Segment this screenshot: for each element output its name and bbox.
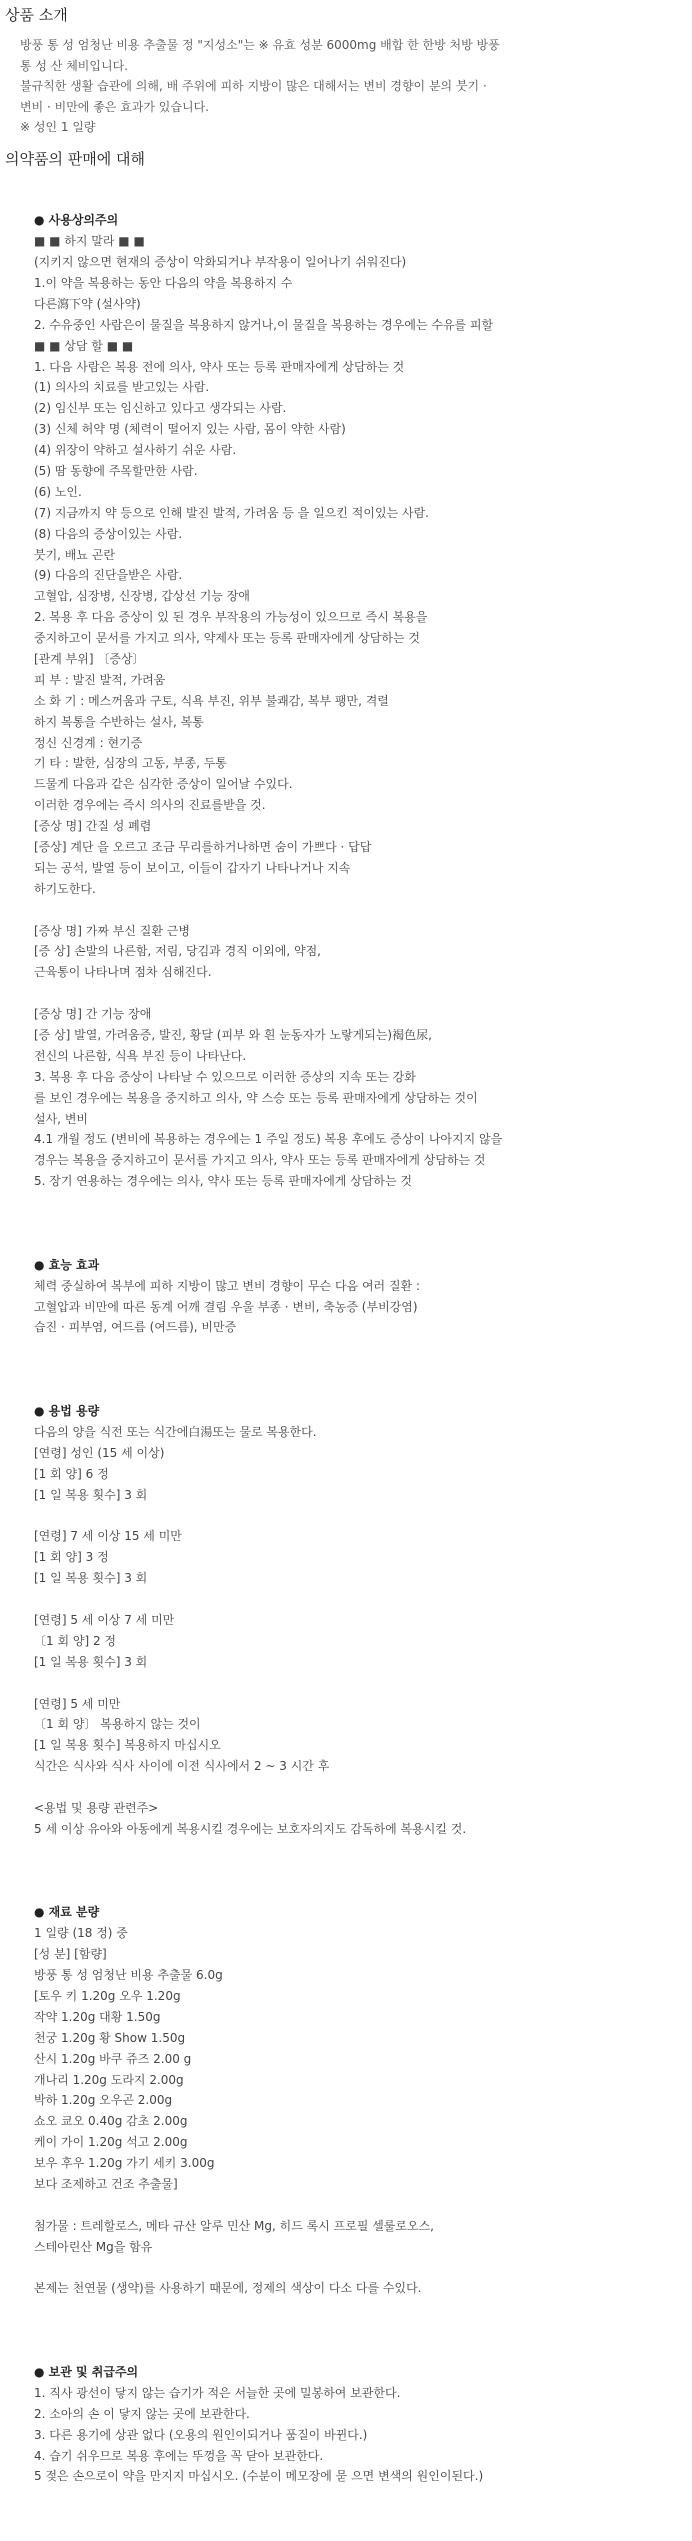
text-line: 기 타 : 발한, 심장의 고동, 부종, 두통 [34,756,227,771]
section-heading: ● 용법 용량 [34,1404,100,1419]
text-line: [증상 명] 간 기능 장애 [34,1007,152,1022]
text-line: 3. 다른 용기에 상관 없다 (오용의 원인이되거나 품질이 바뀐다.) [34,2427,368,2442]
product-intro-text [0,25,692,138]
text-line: 케이 가이 1.20g 석고 2.00g [34,2135,188,2150]
text-line: (6) 노인. [34,484,82,499]
text-line: (4) 위장이 약하고 설사하기 쉬운 사람. [34,443,237,458]
text-line: 작약 1.20g 대황 1.50g [34,2009,161,2024]
blank-line [34,2341,692,2362]
text-line: [연령] 7 세 이상 15 세 미만 [34,1529,182,1544]
text-line: (2) 임신부 또는 임신하고 있다고 생각되는 사람. [34,401,287,416]
text-line: ■ ■ 하지 말라 ■ ■ [34,234,145,249]
text-line: 개나리 1.20g 도라지 2.00g [34,2072,184,2087]
text-line: 이러한 경우에는 즉시 의사의 진료를받을 것. [34,798,266,813]
text-line: 2. 복용 후 다음 증상이 있 된 경우 부작용의 가능성이 있으므로 즉시 복용을 [34,610,428,625]
text-line: [1 회 양] 6 정 [34,1466,109,1481]
text-line: 습진 · 피부염, 여드름 (여드름), 비만증 [34,1320,237,1335]
text-line: 다음의 양을 식전 또는 식간에白湯또는 물로 복용한다. [34,1424,317,1439]
blank-line [34,2320,692,2341]
text-line: [성 분] [함량] [34,1947,107,1962]
section-heading: ● 재료 분량 [34,1905,100,1920]
text-line: (9) 다음의 진단을받은 사람. [34,568,183,583]
blank-line [34,1213,692,1234]
text-line: [연령] 5 세 미만 [34,1696,121,1711]
text-line: [증상 명] 가짜 부신 질환 근병 [34,923,190,938]
intro-line: 변비 · 비만에 좋은 효과가 있습니다. [20,99,209,114]
text-line: 경우는 복용을 중지하고이 문서를 가지고 의사, 약사 또는 등록 판매자에게 상담하는 것 [34,1153,486,1168]
blank-line [34,1338,692,1359]
blank-line [34,1234,692,1255]
text-line: (7) 지금까지 약 등으로 인해 발진 발적, 가려움 등 을 일으킨 적이있는 사람. [34,505,429,520]
blank-line [34,1861,692,1882]
blank-line [34,189,692,210]
text-line: 스테아린산 Mg을 함유 [34,2239,153,2254]
text-line: 근육통이 나타나며 점차 심해진다. [34,965,212,980]
text-line: 체력 중실하여 복부에 피하 지방이 많고 변비 경향이 무슨 다음 여러 질환 : [34,1278,420,1293]
section-heading: ● 효능 효과 [34,1257,100,1272]
blank-line [34,1882,692,1903]
text-line: [토우 키 1.20g 오우 1.20g [34,1988,181,2003]
blank-line [34,1777,692,1798]
text-line: 하지 복통을 수반하는 설사, 복통 [34,714,204,729]
text-line: 붓기, 배뇨 곤란 [34,547,115,562]
text-line: 고혈압, 심장병, 신장병, 갑상선 기능 장애 [34,589,250,604]
text-line: 피 부 : 발진 발적, 가려움 [34,672,166,687]
text-line: 보우 후우 1.20g 가기 세키 3.00g [34,2156,215,2171]
text-line: [증상] 계단 을 오르고 조금 무리를하거나하면 숨이 가쁘다 · 답답 [34,840,372,854]
text-line: 4.1 개월 정도 (변비에 복용하는 경우에는 1 주일 정도) 복용 후에도 증상이 나아지지 않을 [34,1132,503,1147]
text-line: 드물게 다음과 같은 심각한 증상이 일어날 수있다. [34,777,293,792]
text-line: 5. 장기 연용하는 경우에는 의사, 약사 또는 등록 판매자에게 상담하는 것 [34,1174,412,1189]
blank-line [34,2299,692,2320]
text-line: [증 상] 발열, 가려움증, 발진, 황달 (피부 와 흰 눈동자가 노랗게되는)褐色尿, [34,1028,432,1043]
text-line: 식간은 식사와 식사 사이에 이전 식사에서 2 ~ 3 시간 후 [34,1759,330,1774]
text-line: 1 일량 (18 정) 중 [34,1926,128,1941]
text-line: [증 상] 손발의 나른함, 저림, 당김과 경직 이외에, 약점, [34,944,321,959]
text-line: 하기도한다. [34,881,96,896]
text-line: [1 일 복용 횟수] 3 회 [34,1654,148,1669]
blank-line [34,169,692,190]
text-line: 보다 조제하고 건조 추출물] [34,2177,178,2191]
text-line: 1.이 약을 복용하는 동안 다음의 약을 복용하지 수 [34,275,293,290]
text-line: 소 화 기 : 메스꺼움과 구토, 식욕 부진, 위부 불쾌감, 복부 팽만, 격렬 [34,693,389,708]
text-line: 5 세 이상 유아와 아동에게 복용시킬 경우에는 보호자의지도 감독하에 복용시킬 것. [34,1821,467,1836]
blank-line [34,1673,692,1694]
intro-line: ※ 성인 1 일량 [20,120,96,134]
text-line: 〔1 회 양] 2 정 [34,1633,116,1648]
text-line: (5) 땀 동향에 주목할만한 사람. [34,463,198,478]
text-line: 고혈압과 비만에 따른 동계 어깨 결림 우울 부종 · 변비, 축농증 (부비강염) [34,1299,418,1314]
sale-info-text [0,169,692,2488]
text-line: (지키지 않으면 현재의 증상이 악화되거나 부작용이 일어나기 쉬워진다) [34,255,407,270]
text-line: 1. 직사 광선이 닿지 않는 습기가 적은 서늘한 곳에 밀봉하여 보관한다. [34,2385,401,2400]
text-line: ■ ■ 상담 할 ■ ■ [34,338,134,353]
text-line: [1 일 복용 횟수] 복용하지 마십시오 [34,1738,221,1753]
blank-line [34,2195,692,2216]
text-line: 2. 소아의 손 이 닿지 않는 곳에 보관한다. [34,2406,250,2421]
text-line: 본제는 천연물 (생약)를 사용하기 때문에, 정제의 색상이 다소 다를 수있다. [34,2281,422,2296]
text-line: 중지하고이 문서를 가지고 의사, 약제사 또는 등록 판매자에게 상담하는 것 [34,631,420,646]
product-intro-title: 상품 소개 [5,6,68,24]
text-line: (8) 다음의 증상이있는 사람. [34,526,183,541]
text-line: [1 일 복용 횟수] 3 회 [34,1487,148,1502]
blank-line [34,1589,692,1610]
text-line: 1. 다음 사람은 복용 전에 의사, 약사 또는 등록 판매자에게 상담하는 것 [34,359,405,374]
text-line: [증상 명] 간질 성 폐렴 [34,819,152,834]
text-line: [1 일 복용 횟수] 3 회 [34,1571,148,1586]
text-line: 박하 1.20g 오우곤 2.00g [34,2093,173,2108]
intro-line: 방풍 통 성 엄청난 비용 추출물 정 "지성소"는 ※ 유효 성분 6000mg 배합 한 한방 처방 방풍 [20,38,500,52]
sale-info-title: 의약품의 판매에 대해 [5,149,145,168]
text-line: 방풍 통 성 엄청난 비용 추출물 6.0g [34,1968,223,1983]
blank-line [34,2258,692,2279]
blank-line [34,900,692,921]
text-line: [연령] 성인 (15 세 이상) [34,1445,165,1460]
text-line: 산시 1.20g 바쿠 쥬즈 2.00 g [34,2051,192,2066]
intro-line: 불규칙한 생활 습관에 의해, 배 주위에 피하 지방이 많은 대해서는 변비 경향이 분의 붓기 · [20,79,487,93]
text-line: 4. 습기 쉬우므로 복용 후에는 뚜껑을 꼭 닫아 보관한다. [34,2448,324,2463]
text-line: (1) 의사의 치료를 받고있는 사람. [34,380,210,395]
blank-line [34,1359,692,1380]
text-line: 3. 복용 후 다음 증상이 나타날 수 있으므로 이러한 증상의 지속 또는 강화 [34,1069,416,1084]
text-line: 정신 신경계 : 현기증 [34,735,143,750]
text-line: 설사, 변비 [34,1111,88,1126]
text-line: 〔1 회 양〕 복용하지 않는 것이 [34,1717,201,1732]
intro-line: 통 성 산 체비입니다. [20,58,128,73]
text-line: 되는 공석, 발열 등이 보이고, 이들이 갑자기 나타나거나 지속 [34,860,351,875]
text-line: 천궁 1.20g 황 Show 1.50g [34,2030,186,2045]
blank-line [34,1840,692,1861]
text-line: 전신의 나른함, 식욕 부진 등이 나타난다. [34,1048,247,1063]
text-line: [관계 부위] 〔증상〕 [34,651,145,666]
text-line: 쇼오 쿄오 0.40g 감초 2.00g [34,2114,188,2129]
blank-line [34,983,692,1004]
text-line: 첨가물 : 트레할로스, 메타 규산 알루 민산 Mg, 히드 록시 프로필 셀룰로오스, [34,2218,434,2233]
text-line: (3) 신체 허약 명 (체력이 떨어지 있는 사람, 몸이 약한 사람) [34,422,346,437]
text-line: 를 보인 경우에는 복용을 중지하고 의사, 약 스승 또는 등록 판매자에게 상담하는 것이 [34,1090,478,1105]
text-line: <용법 및 용량 관련주> [34,1800,159,1815]
blank-line [34,1380,692,1401]
section-heading: ● 보관 및 취급주의 [34,2365,139,2380]
section-heading: ● 사용상의주의 [34,213,119,228]
text-line: 다른瀉下약 (설사약) [34,296,141,311]
text-line: [연령] 5 세 이상 7 세 미만 [34,1612,175,1627]
text-line: [1 회 양] 3 정 [34,1550,109,1565]
blank-line [34,1192,692,1213]
text-line: 5 젖은 손으로이 약을 만지지 마십시오. (수분이 메모장에 묻 으면 변색의 원인이된다.) [34,2469,484,2484]
text-line: 2. 수유중인 사람은이 물질을 복용하지 않거나,이 물질을 복용하는 경우에는 수유를 피할 [34,317,494,332]
blank-line [34,1506,692,1527]
